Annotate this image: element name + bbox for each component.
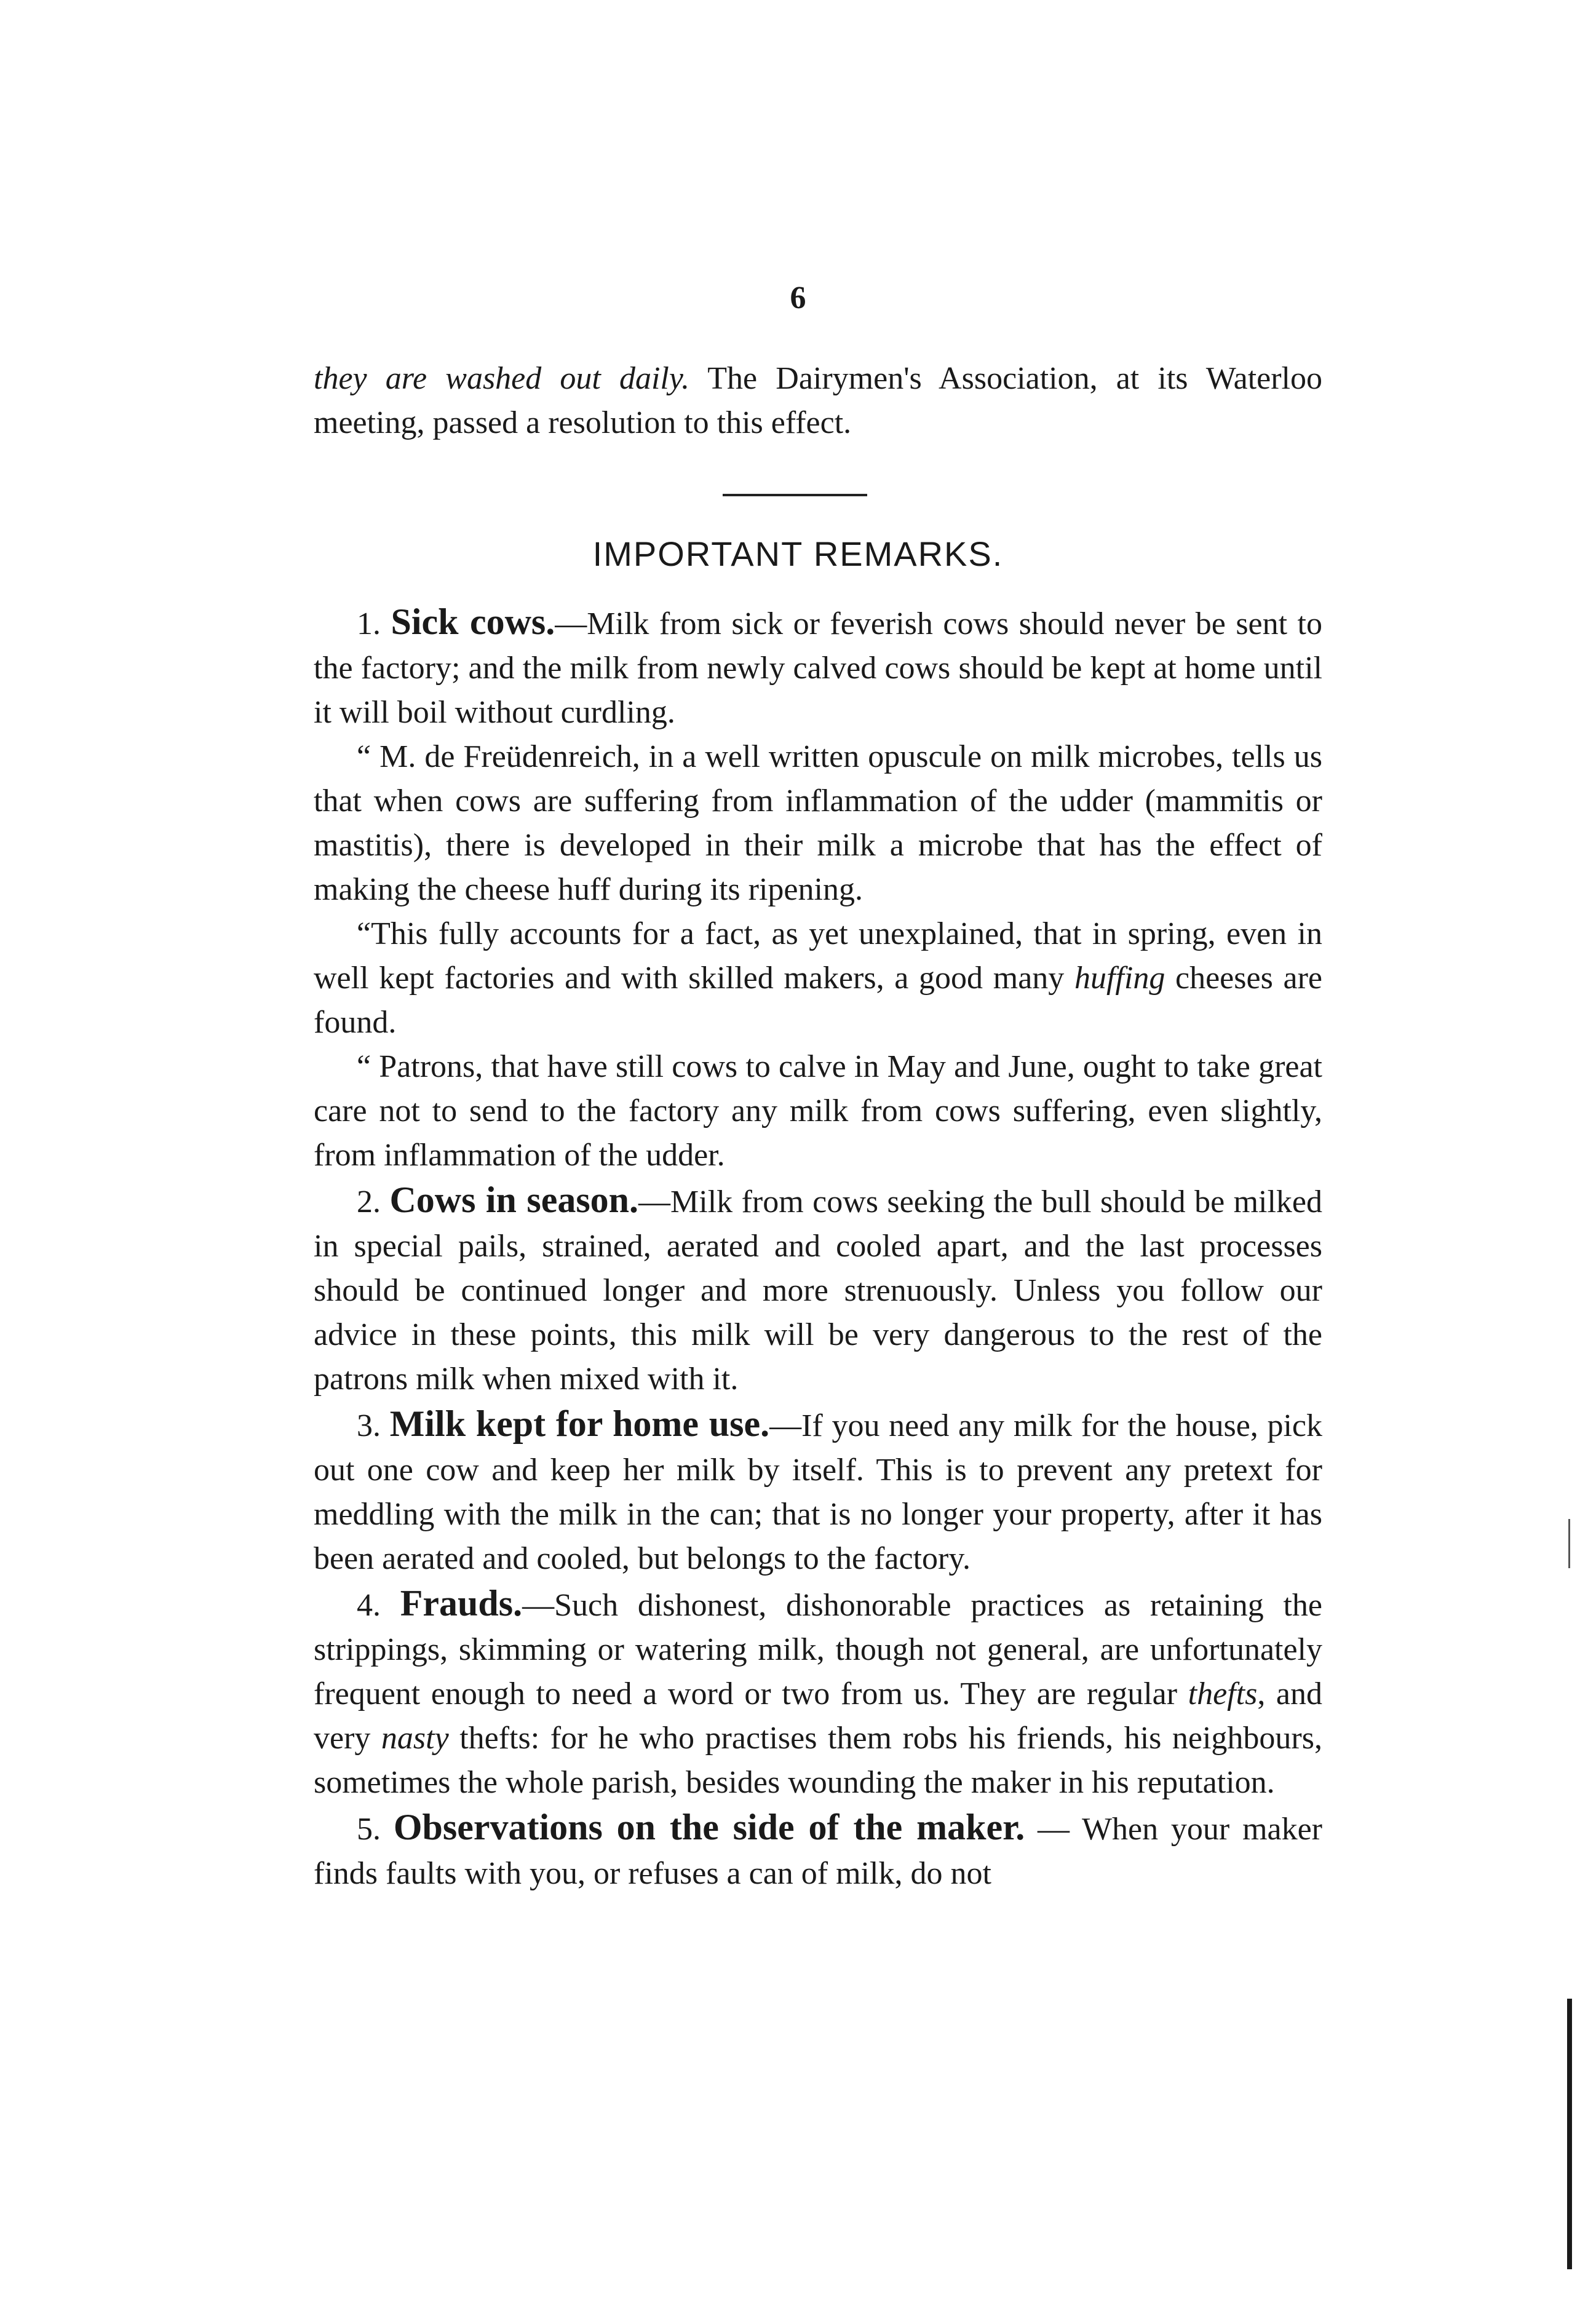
remark-text: —Milk from sick or feverish cows should never be sent to the factory; and the milk from newly calved cows should be kept at home until it will boil without curdling. [314,606,1322,730]
remark-sick-cows [314,600,1322,735]
remark-lead: Cows in season. [389,1180,639,1220]
section-divider [723,494,867,496]
scan-edge-bar [1567,1999,1572,2269]
remark-number: 3. [357,1408,390,1443]
quote-paragraph-1: “ M. de Freüdenreich, in a well written opuscule on milk microbes, tells us that when cows are suffering from inflammation of the udder (mammitis or mastitis), there is developed in their milk a microbe that has the effect of making the cheese huff during its ripening. [314,739,1322,907]
remark-text: —Milk from cows seeking the bull should be milked in special pails, strained, aerated and cooled apart, and the last processes should be continued longer and more strenuously. Unless you follow our advice in these points, this milk will be very dangerous to the rest of the patrons milk when mixed with it. [314,1184,1323,1397]
remark-text: —If you need any milk for the house, pick out one cow and keep her milk by itself. This is to prevent any pretext for meddling with the milk in the can; that is no longer your property, after it has been aerated and cooled, but belongs to the factory. [314,1408,1323,1576]
remark-milk-home-use [314,1402,1322,1581]
remark-lead: Observations on the side of the maker. [393,1807,1025,1847]
page-number: 6 [790,280,806,315]
section-heading: IMPORTANT REMARKS. [592,534,1004,573]
intro-rest: The Dairymen's Association, at its Waterloo meeting, passed a resolution to this effect. [314,361,1322,440]
remark-frauds [314,1581,1322,1805]
remark-number: 4. [357,1588,400,1623]
intro-paragraph [314,357,1322,445]
quote-paragraph-3: “ Patrons, that have still cows to calve in May and June, ought to take great care not to send to the factory any milk from cows suffering, even slightly, from inflammation of the udder. [314,1049,1322,1173]
quote-paragraph-2 [314,912,1322,1045]
remark-italic: nasty [381,1721,449,1756]
remark-text: thefts: for he who practises them robs his friends, his neighbours, sometimes the whole parish, besides wounding the maker in his reputation. [314,1721,1322,1800]
remark-text: , and very [314,1676,1322,1756]
remark-italic: thefts [1188,1676,1258,1711]
remark-number: 1. [357,606,391,641]
remarks-section [314,600,1322,1896]
remark-cows-in-season [314,1178,1322,1402]
remark-observations-maker [314,1805,1322,1896]
remark-text: —Such dishonest, dishonorable practices as retaining the strippings, skimming or watering milk, though not general, are unfortunately frequent enough to need a word or two from us. They are regular [314,1588,1322,1711]
quote-text: cheeses are found. [314,961,1322,1040]
intro-text [314,357,1322,445]
quote-text: “This fully accounts for a fact, as yet unexplained, that in spring, even in well kept factories and with skilled makers, a good many [314,916,1322,996]
remark-lead: Frauds. [400,1583,523,1624]
remark-lead: Milk kept for home use. [389,1403,770,1444]
remark-number: 2. [357,1184,390,1219]
quote-italic: huffing [1074,961,1165,996]
remark-number: 5. [357,1812,394,1847]
remark-lead: Sick cows. [391,601,555,642]
scan-edge-mark [1568,1519,1570,1568]
remark-text: — When your maker finds faults with you, or refuses a can of milk, do not [314,1812,1322,1891]
intro-italic: they are washed out daily. [314,361,690,396]
